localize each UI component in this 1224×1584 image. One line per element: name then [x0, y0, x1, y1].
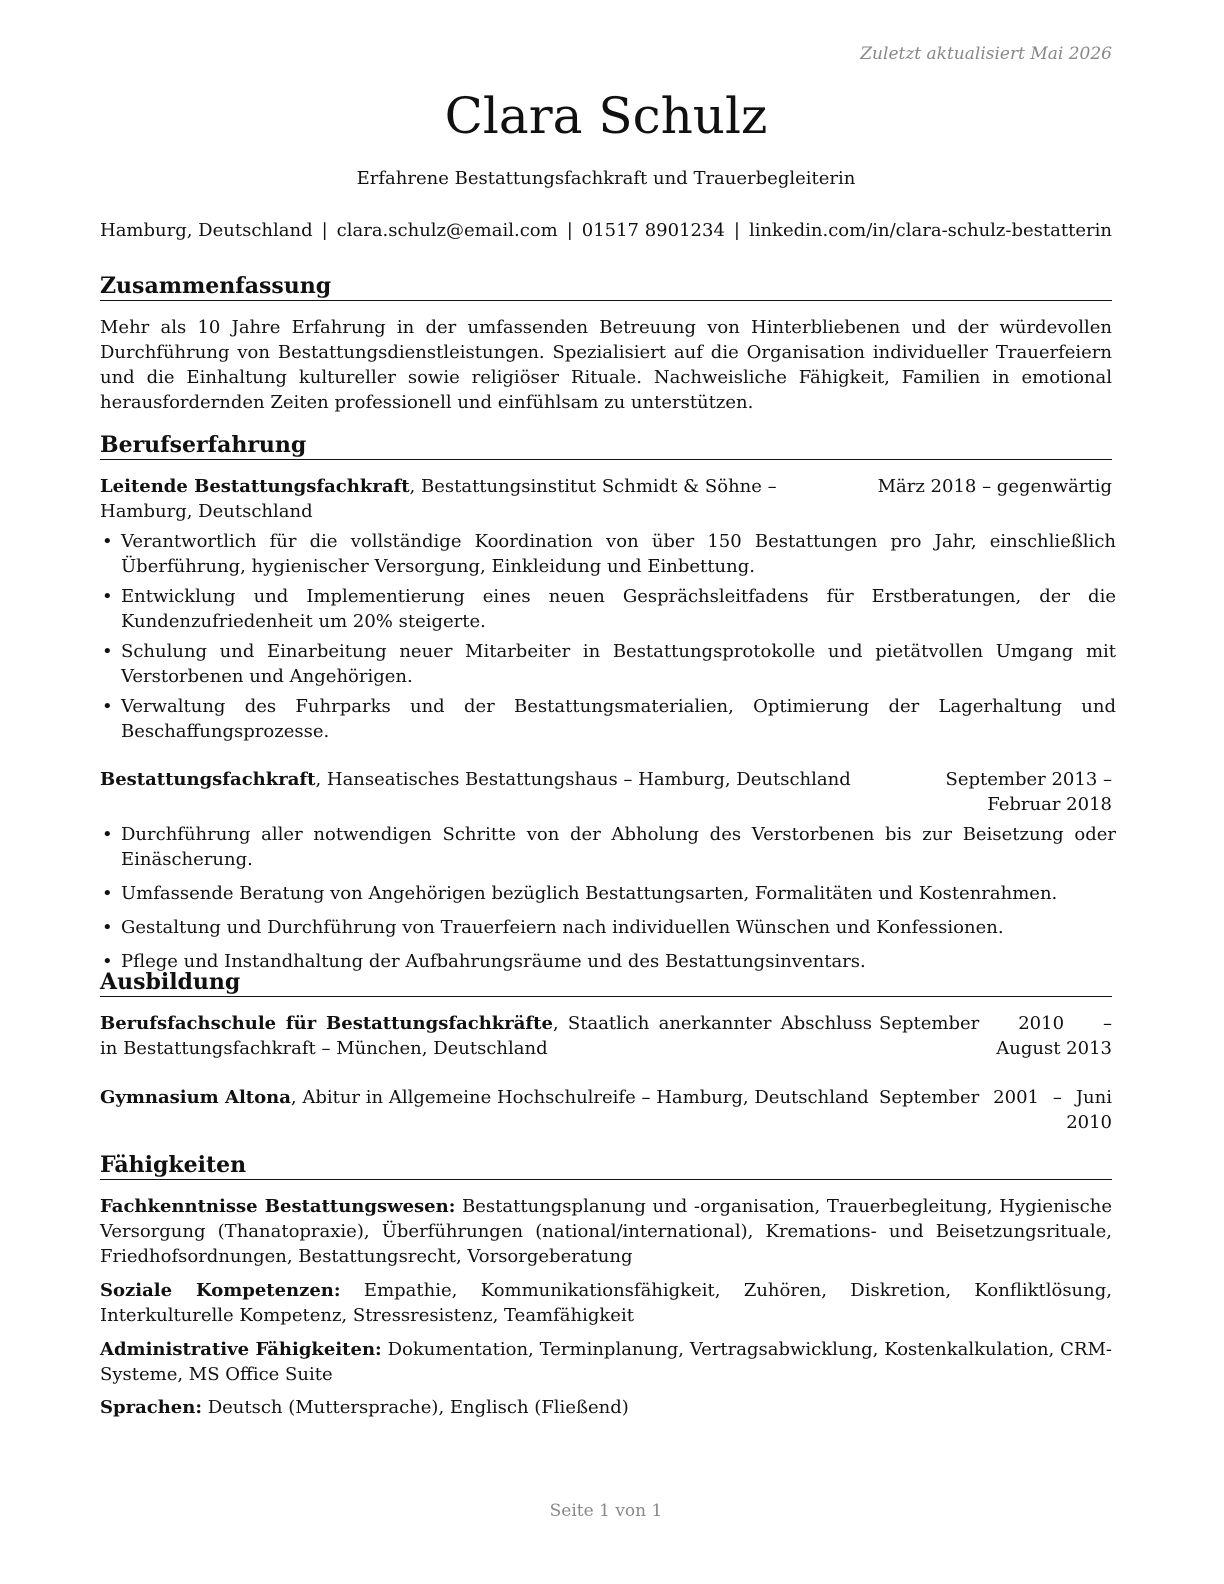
last-updated-note: Zuletzt aktualisiert Mai 2026 [860, 44, 1112, 64]
contact-separator: | [321, 220, 328, 241]
job-header [100, 474, 840, 524]
contact-linkedin[interactable]: linkedin.com/in/clara-schulz-bestatterin [748, 220, 1112, 241]
list-item [100, 881, 1116, 906]
bullet-icon: • [102, 641, 113, 662]
education-school: Berufsfachschule für Bestattungsfachkräfte [100, 1013, 553, 1034]
section-title-skills: Fähigkeiten [100, 1151, 1112, 1180]
bullet-text: Entwicklung und Implementierung eines neuen Gesprächsleitfadens für Erstberatungen, der die Kundenzufriedenheit um 20% steigerte. [121, 586, 1116, 632]
job-bullets [100, 529, 1116, 744]
bullet-text: Schulung und Einarbeitung neuer Mitarbeiter in Bestattungsprotokolle und pietätvollen Umgang mit Verstorbenen und Angehörigen. [121, 641, 1116, 687]
skill-group [100, 1395, 1112, 1420]
contact-separator: | [566, 220, 573, 241]
education-header [100, 1011, 872, 1061]
list-item [100, 694, 1116, 744]
section-title-experience: Berufserfahrung [100, 431, 1112, 460]
job-bullets [100, 822, 1116, 974]
skill-group [100, 1337, 1112, 1387]
bullet-icon: • [102, 824, 113, 845]
list-item [100, 639, 1116, 689]
skill-text: Empathie, Kommunikationsfähigkeit, Zuhören, Diskretion, Konfliktlösung, Interkulturelle Kompetenz, Stressresistenz, Teamfähigkeit [100, 1280, 1112, 1326]
candidate-name: Clara Schulz [444, 87, 768, 145]
bullet-icon: • [102, 696, 113, 717]
education-header [100, 1085, 872, 1110]
list-item [100, 915, 1116, 940]
education-dates: September 2010 – August 2013 [879, 1013, 1112, 1059]
bullet-text: Durchführung aller notwendigen Schritte von der Abholung des Verstorbenen bis zur Beisetzung oder Einäscherung. [121, 824, 1116, 870]
skill-text: Dokumentation, Terminplanung, Vertragsabwicklung, Kostenkalkulation, CRM-Systeme, MS Office Suite [100, 1339, 1113, 1385]
section-title-education: Ausbildung [100, 968, 1112, 997]
job-dates: September 2013 – Februar 2018 [945, 769, 1112, 815]
bullet-text: Pflege und Instandhaltung der Aufbahrungsräume und des Bestattungsinventars. [121, 951, 866, 972]
skill-label: Administrative Fähigkeiten: [100, 1339, 382, 1360]
job-company: , Hanseatisches Bestattungshaus – Hamburg, Deutschland [315, 769, 851, 790]
bullet-text: Verantwortlich für die vollständige Koordination von über 150 Bestattungen pro Jahr, einschließlich Überführung, hygienischer Versorgung, Einkleidung und Einbettung. [121, 531, 1116, 577]
job-header [100, 767, 860, 792]
contact-separator: | [733, 220, 740, 241]
education-school: Gymnasium Altona [100, 1087, 291, 1108]
skill-text: Bestattungsplanung und -organisation, Trauerbegleitung, Hygienische Versorgung (Thanatopraxie), Überführungen (national/international), Kremations- und Beisetzungsrituale, Friedhofsordnungen, Bestattungsrecht, Vorsorgeberatung [100, 1196, 1112, 1267]
contact-line [100, 219, 1112, 243]
section-title-summary: Zusammenfassung [100, 272, 1112, 301]
bullet-icon: • [102, 917, 113, 938]
contact-phone[interactable]: 01517 8901234 [581, 220, 725, 241]
contact-email[interactable]: clara.schulz@email.com [336, 220, 558, 241]
bullet-icon: • [102, 883, 113, 904]
contact-location: Hamburg, Deutschland [100, 220, 313, 241]
skill-text: Deutsch (Muttersprache), Englisch (Fließend) [201, 1397, 629, 1418]
job-company: , Bestattungsinstitut Schmidt & Söhne – Hamburg, Deutschland [100, 476, 777, 522]
skill-group [100, 1278, 1112, 1328]
skill-label: Soziale Kompetenzen: [100, 1280, 341, 1301]
bullet-icon: • [102, 586, 113, 607]
list-item [100, 584, 1116, 634]
list-item [100, 529, 1116, 579]
bullet-icon: • [102, 951, 113, 972]
bullet-text: Gestaltung und Durchführung von Trauerfeiern nach individuellen Wünschen und Konfessionen. [121, 917, 1004, 938]
bullet-icon: • [102, 531, 113, 552]
summary-text: Mehr als 10 Jahre Erfahrung in der umfassenden Betreuung von Hinterbliebenen und der würdevollen Durchführung von Bestattungsdienstleistungen. Spezialisiert auf die Organisation individueller Trauerfeiern und die Einhaltung kultureller sowie religiöser Rituale. Nachweisliche Fähigkeit, Familien in emotional herausfordernden Zeiten professionell und einfühlsam zu unterstützen. [100, 317, 1112, 413]
page-number: Seite 1 von 1 [549, 1501, 663, 1521]
education-detail: , Abitur in Allgemeine Hochschulreife – Hamburg, Deutschland [290, 1087, 869, 1108]
candidate-tagline: Erfahrene Bestattungsfachkraft und Trauerbegleiterin [356, 168, 856, 189]
education-detail: , Staatlich anerkannter Abschluss in Bestattungsfachkraft – München, Deutschland [100, 1013, 872, 1059]
job-role: Leitende Bestattungsfachkraft [100, 476, 410, 497]
bullet-text: Verwaltung des Fuhrparks und der Bestattungsmaterialien, Optimierung der Lagerhaltung und Beschaffungsprozesse. [121, 696, 1116, 742]
skill-label: Sprachen: [100, 1397, 202, 1418]
job-dates: März 2018 – gegenwärtig [877, 476, 1112, 497]
education-dates: September 2001 – Juni 2010 [879, 1087, 1112, 1133]
skill-group [100, 1194, 1112, 1269]
bullet-text: Umfassende Beratung von Angehörigen bezüglich Bestattungsarten, Formalitäten und Kostenrahmen. [121, 883, 1058, 904]
job-role: Bestattungsfachkraft [100, 769, 316, 790]
list-item [100, 822, 1116, 872]
skill-label: Fachkenntnisse Bestattungswesen: [100, 1196, 456, 1217]
resume-page [100, 0, 1116, 1584]
